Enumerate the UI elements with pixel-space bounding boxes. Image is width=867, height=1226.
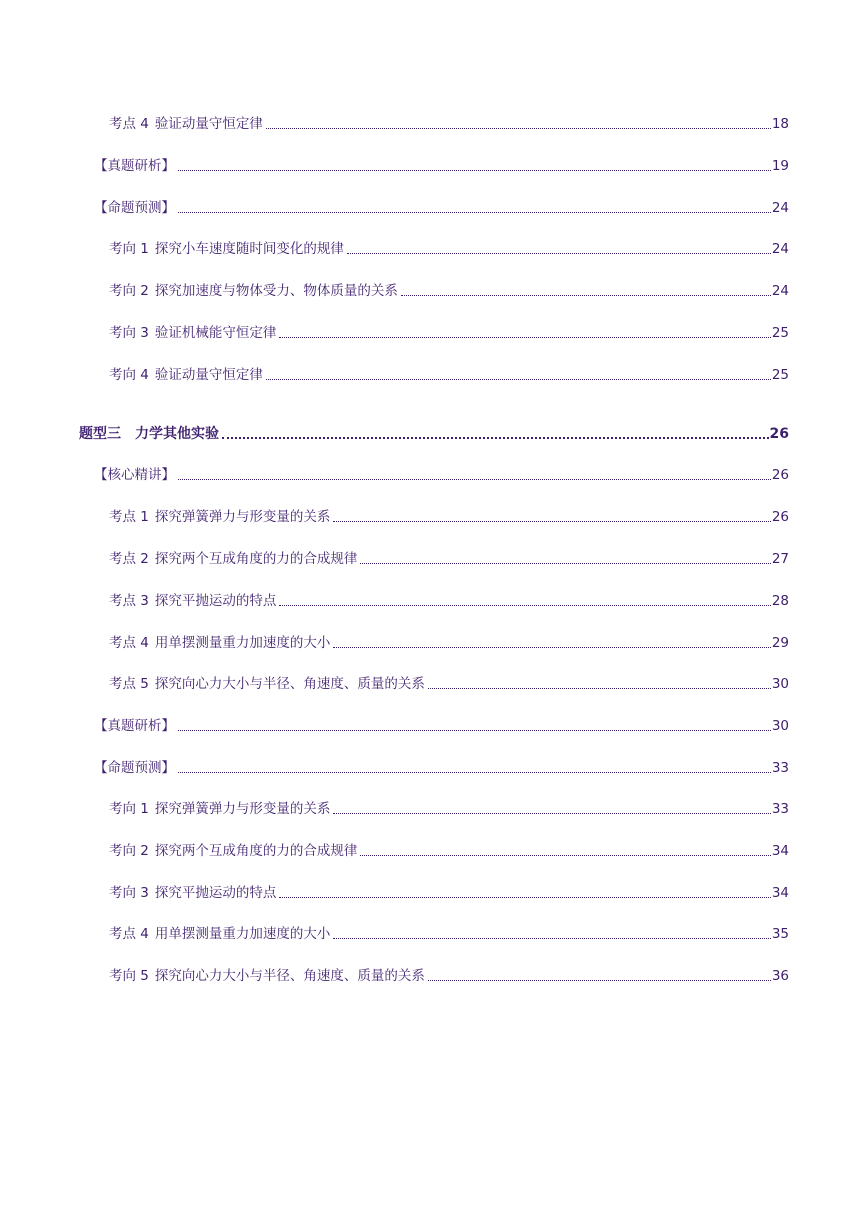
toc-page-number: 24	[771, 241, 789, 257]
dot-leader	[360, 855, 770, 856]
toc-subsection-entry[interactable]	[109, 673, 789, 695]
toc-page-number: 24	[771, 283, 789, 299]
toc-entry-label	[109, 364, 266, 386]
toc-page-number: 28	[771, 593, 789, 609]
toc-subsection-entry[interactable]	[109, 322, 789, 344]
toc-entry-title: 【真题研析】	[94, 158, 175, 174]
toc-entry-label	[79, 423, 222, 445]
dot-leader	[333, 647, 770, 648]
dot-leader	[333, 813, 770, 814]
toc-page-number: 34	[771, 885, 789, 901]
dot-leader	[266, 379, 771, 380]
dot-leader	[279, 605, 770, 606]
toc-entry-number: 考向 1	[109, 241, 149, 257]
toc-entry-label	[109, 923, 333, 945]
toc-page-number: 29	[771, 635, 789, 651]
toc-page-number: 25	[771, 325, 789, 341]
toc-entry-label	[109, 590, 279, 612]
dot-leader	[178, 772, 771, 773]
dot-leader	[279, 897, 770, 898]
toc-subsection-entry[interactable]	[109, 238, 789, 260]
toc-entry-label	[109, 548, 360, 570]
toc-entry-label	[94, 715, 178, 737]
toc-entry-label	[109, 965, 428, 987]
toc-entry-number: 考向 1	[109, 801, 149, 817]
toc-subsection-entry[interactable]	[109, 965, 789, 987]
toc-entry-label	[109, 840, 360, 862]
dot-leader	[178, 730, 771, 731]
toc-entry-title: 探究平抛运动的特点	[154, 885, 277, 901]
dot-leader	[279, 337, 770, 338]
toc-entry-title: 验证动量守恒定律	[154, 367, 263, 383]
toc-entry-title: 探究向心力大小与半径、角速度、质量的关系	[154, 676, 425, 692]
toc-entry-title: 验证机械能守恒定律	[154, 325, 277, 341]
dot-leader	[178, 479, 771, 480]
toc-subsection-entry[interactable]	[109, 882, 789, 904]
toc-page-number: 27	[771, 551, 789, 567]
toc-entry-label	[109, 238, 347, 260]
toc-subsection-entry[interactable]	[109, 590, 789, 612]
toc-page-number: 26	[771, 467, 789, 483]
toc-entry-label	[109, 280, 401, 302]
toc-entry-label	[94, 757, 178, 779]
toc-page-number: 33	[771, 801, 789, 817]
toc-subsection-entry[interactable]	[109, 280, 789, 302]
toc-entry-number: 考向 4	[109, 367, 149, 383]
dot-leader	[347, 253, 771, 254]
toc-entry-label	[109, 632, 333, 654]
toc-entry-number: 考向 3	[109, 885, 149, 901]
dot-leader	[428, 688, 771, 689]
toc-entry-title: 【命题预测】	[94, 200, 175, 216]
toc-entry-title: 用单摆测量重力加速度的大小	[154, 926, 331, 942]
toc-subsection-entry[interactable]	[109, 632, 789, 654]
dot-leader	[428, 980, 771, 981]
toc-entry-number: 考点 4	[109, 926, 149, 942]
toc-chapter-entry[interactable]	[79, 423, 789, 445]
dot-leader	[266, 128, 771, 129]
toc-entry-label	[109, 506, 333, 528]
toc-entry-number: 题型三	[79, 426, 121, 442]
toc-entry-label	[94, 197, 178, 219]
dot-leader	[178, 212, 771, 213]
toc-entry-label	[109, 113, 266, 135]
toc-section-entry[interactable]	[94, 715, 789, 737]
toc-entry-title: 探究平抛运动的特点	[154, 593, 277, 609]
toc-page-number: 24	[771, 200, 789, 216]
toc-section-entry[interactable]	[94, 197, 789, 219]
toc-entry-title: 【命题预测】	[94, 760, 175, 776]
toc-entry-title: 【核心精讲】	[94, 467, 175, 483]
toc-entry-number: 考点 2	[109, 551, 149, 567]
toc-page-number: 18	[771, 116, 789, 132]
toc-page-number: 36	[771, 968, 789, 984]
toc-entry-title: 探究加速度与物体受力、物体质量的关系	[154, 283, 398, 299]
dot-leader	[178, 170, 771, 171]
toc-subsection-entry[interactable]	[109, 113, 789, 135]
toc-page-number: 26	[769, 426, 789, 442]
dot-leader	[333, 521, 770, 522]
toc-entry-number: 考向 3	[109, 325, 149, 341]
toc-entry-number: 考点 4	[109, 116, 149, 132]
toc-section-entry[interactable]	[94, 155, 789, 177]
toc-page-number: 30	[771, 676, 789, 692]
toc-subsection-entry[interactable]	[109, 840, 789, 862]
toc-entry-title: 力学其他实验	[135, 426, 219, 442]
toc-entry-number: 考点 4	[109, 635, 149, 651]
toc-page-number: 25	[771, 367, 789, 383]
toc-subsection-entry[interactable]	[109, 364, 789, 386]
toc-entry-title: 探究两个互成角度的力的合成规律	[154, 551, 358, 567]
toc-page-number: 19	[771, 158, 789, 174]
toc-entry-number: 考点 1	[109, 509, 149, 525]
toc-entry-label	[94, 155, 178, 177]
toc-subsection-entry[interactable]	[109, 506, 789, 528]
toc-section-entry[interactable]	[94, 757, 789, 779]
toc-entry-title: 探究弹簧弹力与形变量的关系	[154, 801, 331, 817]
toc-entry-label	[94, 464, 178, 486]
toc-page-number: 33	[771, 760, 789, 776]
toc-entry-number: 考向 5	[109, 968, 149, 984]
toc-subsection-entry[interactable]	[109, 548, 789, 570]
toc-entry-title: 【真题研析】	[94, 718, 175, 734]
toc-subsection-entry[interactable]	[109, 923, 789, 945]
dot-leader	[222, 437, 769, 439]
toc-section-entry[interactable]	[94, 464, 789, 486]
dot-leader	[401, 295, 771, 296]
toc-entry-title: 探究小车速度随时间变化的规律	[154, 241, 344, 257]
toc-entry-number: 考向 2	[109, 843, 149, 859]
toc-entry-number: 考点 5	[109, 676, 149, 692]
toc-entry-number: 考向 2	[109, 283, 149, 299]
toc-entry-title: 探究弹簧弹力与形变量的关系	[154, 509, 331, 525]
toc-page-number: 35	[771, 926, 789, 942]
toc-entry-title: 验证动量守恒定律	[154, 116, 263, 132]
dot-leader	[333, 938, 770, 939]
toc-page-number: 30	[771, 718, 789, 734]
toc-entry-number: 考点 3	[109, 593, 149, 609]
toc-entry-label	[109, 798, 333, 820]
dot-leader	[360, 563, 770, 564]
toc-entry-title: 探究两个互成角度的力的合成规律	[154, 843, 358, 859]
toc-entry-title: 探究向心力大小与半径、角速度、质量的关系	[154, 968, 425, 984]
toc-page-number: 26	[771, 509, 789, 525]
toc-entry-label	[109, 322, 279, 344]
toc-entry-title: 用单摆测量重力加速度的大小	[154, 635, 331, 651]
toc-page-number: 34	[771, 843, 789, 859]
toc-entry-label	[109, 673, 428, 695]
toc-subsection-entry[interactable]	[109, 798, 789, 820]
toc-entry-label	[109, 882, 279, 904]
